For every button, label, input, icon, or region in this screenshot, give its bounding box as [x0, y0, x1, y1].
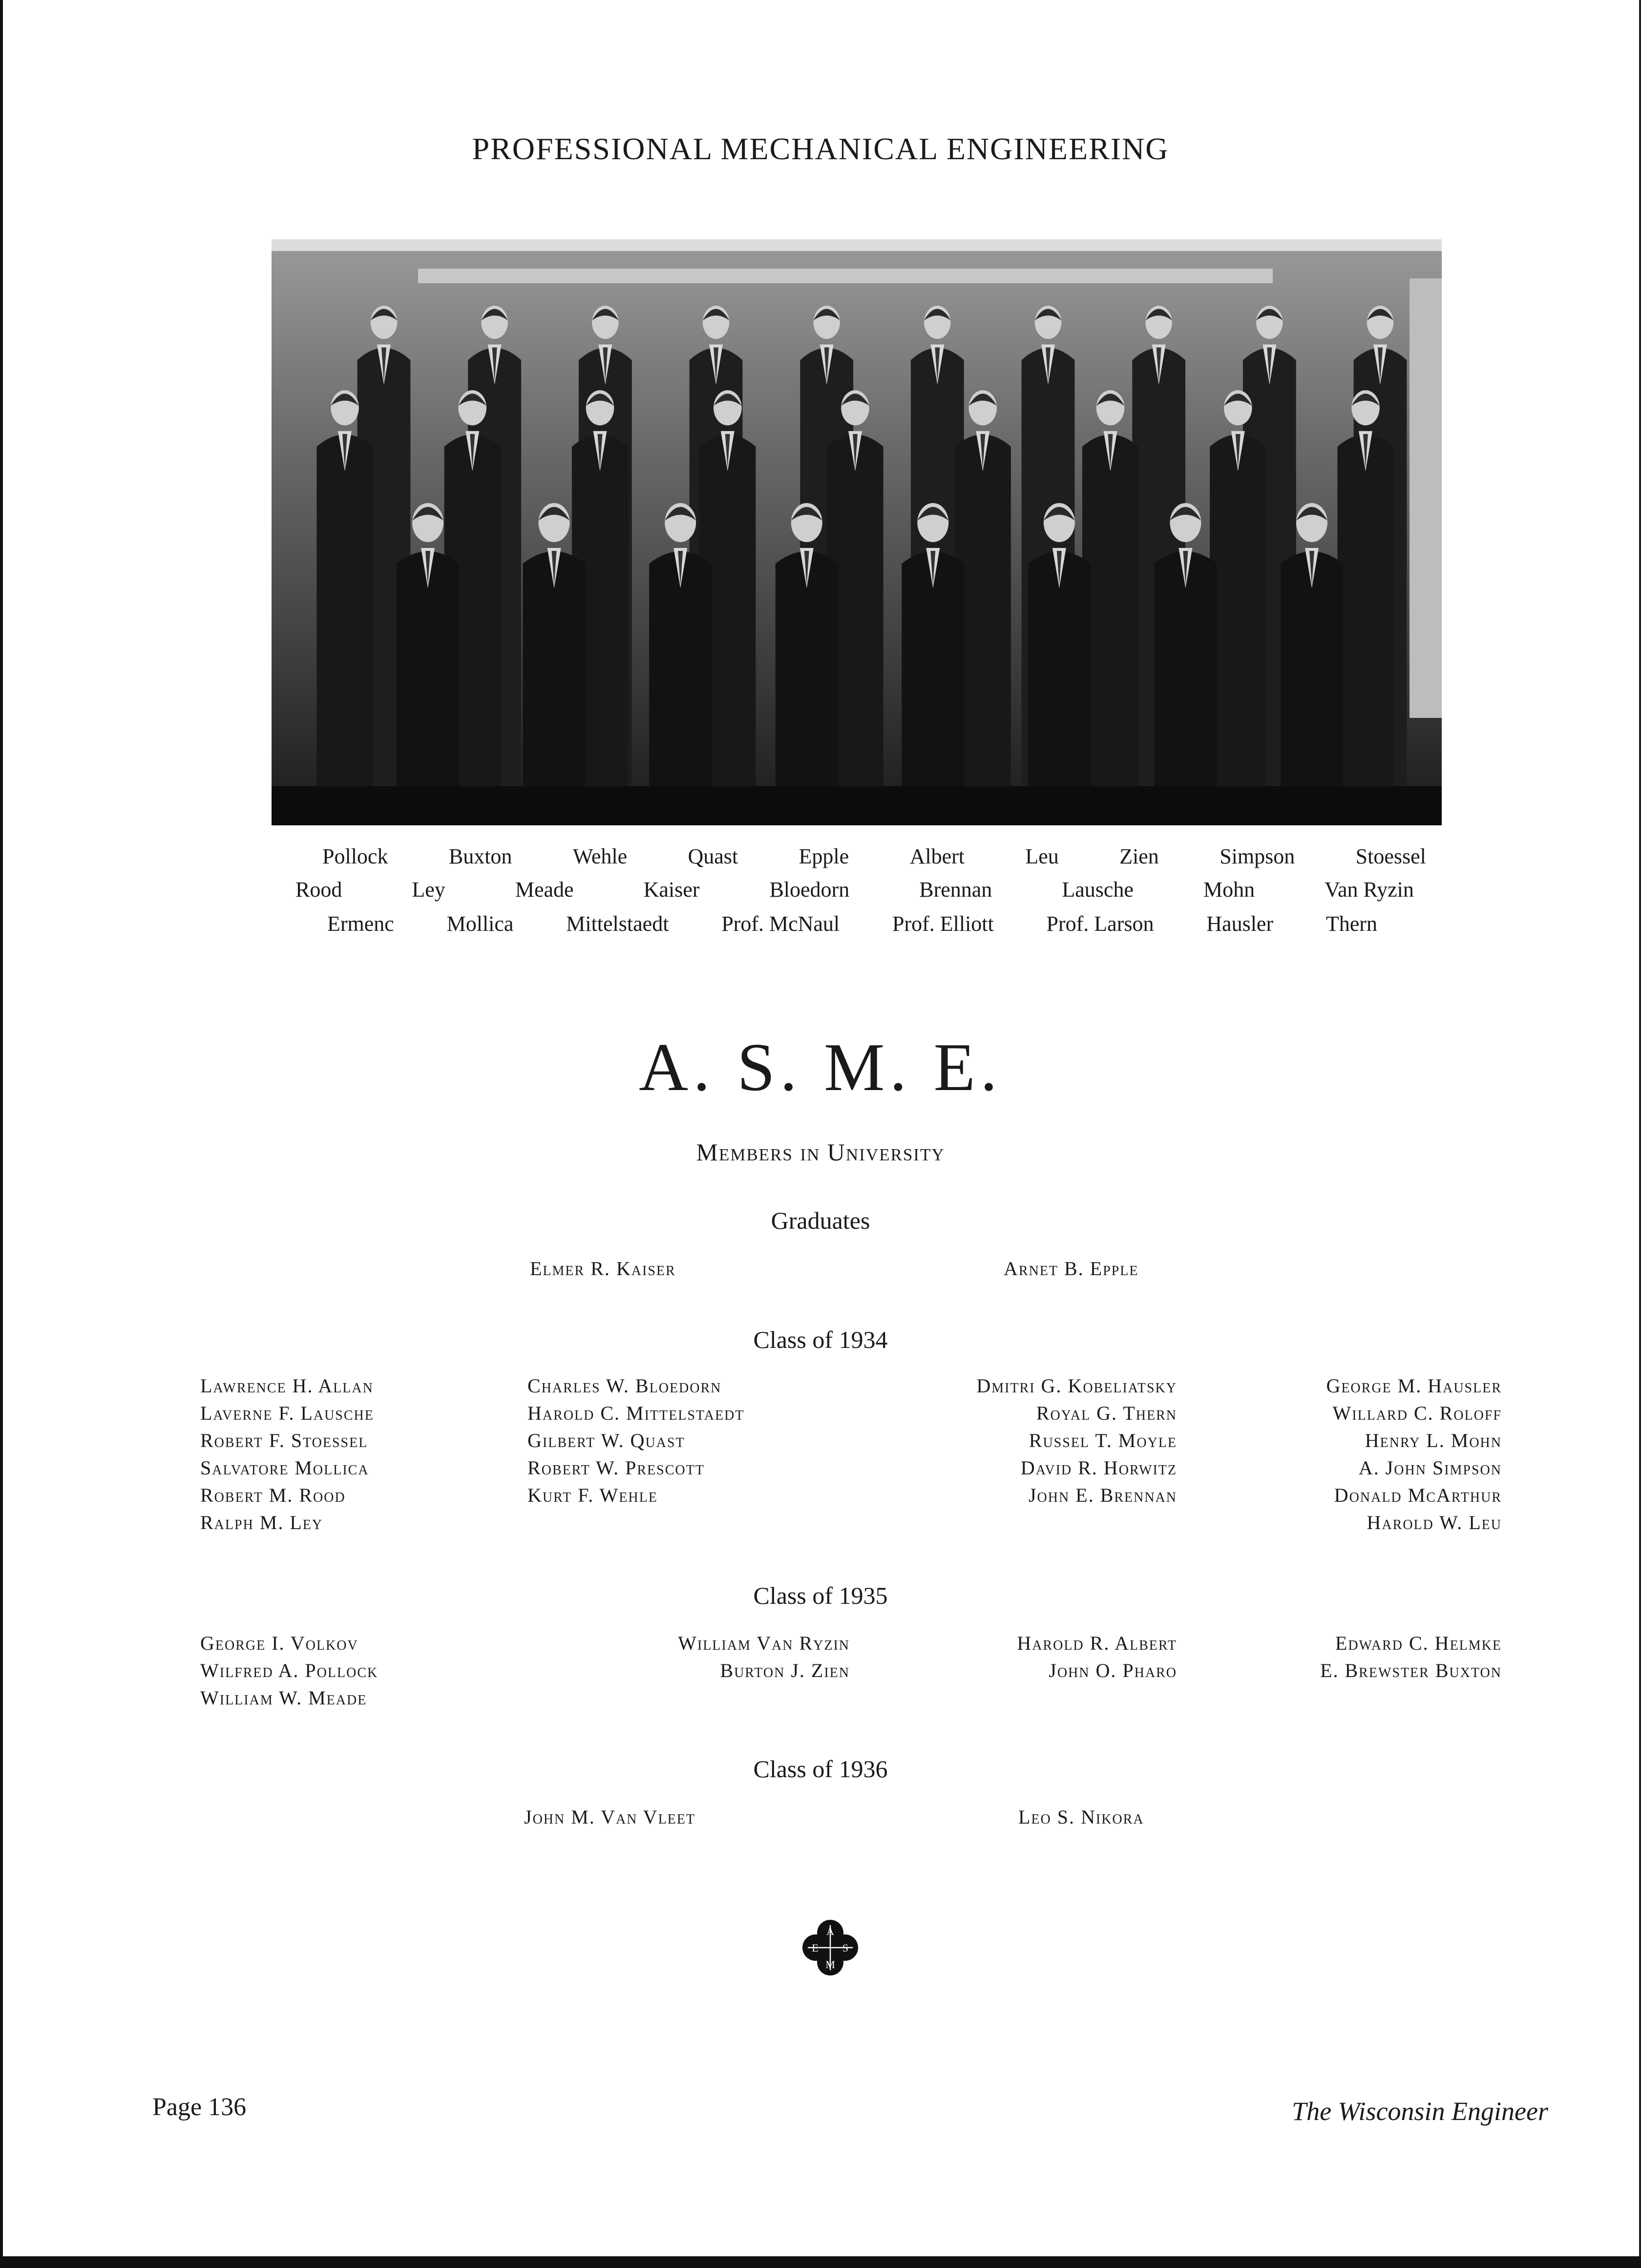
class-1934-column-3 — [830, 1372, 1177, 1509]
member-name: William Van Ryzin — [678, 1632, 850, 1654]
caption-name: Kaiser — [643, 878, 700, 902]
caption-name: Mohn — [1203, 878, 1255, 902]
member-name: Wilfred A. Pollock — [200, 1659, 379, 1681]
scan-edge-right — [1639, 0, 1641, 2268]
class-1935-column-4 — [1221, 1630, 1502, 1684]
person-figure — [1210, 390, 1266, 825]
emblem-letter-a: A — [826, 1925, 834, 1937]
caption-row-front — [327, 911, 1377, 941]
member-name: Russel T. Moyle — [1029, 1429, 1177, 1451]
member-name: David R. Horwitz — [1020, 1457, 1177, 1479]
member-name: Edward C. Helmke — [1335, 1632, 1502, 1654]
member-name: George M. Hausler — [1326, 1375, 1502, 1397]
caption-name: Mittelstaedt — [566, 912, 669, 936]
caption-row-middle — [295, 877, 1414, 906]
member-name: Gilbert W. Quast — [527, 1429, 685, 1451]
class-1935-column-3 — [928, 1630, 1177, 1684]
member-name: Henry L. Mohn — [1365, 1429, 1502, 1451]
caption-name: Rood — [295, 878, 342, 902]
member-name: Harold C. Mittelstaedt — [527, 1402, 745, 1424]
caption-name: Leu — [1025, 844, 1059, 868]
caption-name: Brennan — [919, 878, 992, 902]
scan-edge-bottom — [0, 2256, 1641, 2268]
member-name: John M. Van Vleet — [524, 1806, 695, 1828]
caption-name: Meade — [515, 878, 574, 902]
member-name: Dmitri G. Kobeliatsky — [976, 1375, 1177, 1397]
member-name: Ralph M. Ley — [200, 1512, 323, 1533]
emblem-letter-m: M — [825, 1958, 835, 1971]
publication-title: The Wisconsin Engineer — [1292, 2097, 1548, 2126]
member-name: Robert W. Prescott — [527, 1457, 705, 1479]
member-name: Lawrence H. Allan — [200, 1375, 374, 1397]
graduate-name: Elmer R. Kaiser — [530, 1258, 676, 1280]
class-1935-column-1 — [200, 1630, 378, 1712]
class-1934-column-1 — [200, 1372, 374, 1536]
emblem-letter-e: E — [812, 1942, 819, 1954]
caption-name: Lausche — [1062, 878, 1134, 902]
member-name: George I. Volkov — [200, 1632, 358, 1654]
person-figure — [316, 390, 373, 825]
class-1934-heading: Class of 1934 — [753, 1326, 888, 1353]
caption-name: Van Ryzin — [1325, 878, 1414, 902]
caption-row-back — [283, 844, 1426, 873]
graduates-heading: Graduates — [771, 1207, 870, 1234]
class-1935-column-2 — [576, 1630, 850, 1684]
asme-heading: A. S. M. E. — [639, 1029, 1002, 1105]
caption-name: Bloedorn — [769, 878, 850, 902]
caption-name: Stoessel — [1355, 844, 1426, 868]
scan-edge-left — [0, 0, 3, 2268]
member-name: Royal G. Thern — [1036, 1402, 1177, 1424]
class-1934-column-4 — [1221, 1372, 1502, 1536]
member-name: Robert M. Rood — [200, 1484, 346, 1506]
caption-name: Thern — [1325, 912, 1377, 936]
caption-name: Buxton — [448, 844, 512, 868]
caption-name: Prof. Larson — [1046, 912, 1154, 936]
member-name: William W. Meade — [200, 1687, 367, 1709]
member-name: Kurt F. Wehle — [527, 1484, 658, 1506]
member-name: Charles W. Bloedorn — [527, 1375, 722, 1397]
member-name: John O. Pharo — [1049, 1659, 1177, 1681]
member-name: Laverne F. Lausche — [200, 1402, 374, 1424]
caption-name: Mollica — [446, 912, 514, 936]
caption-name: Quast — [688, 844, 738, 868]
member-name: A. John Simpson — [1358, 1457, 1502, 1479]
caption-name: Prof. Elliott — [892, 912, 994, 936]
caption-name: Hausler — [1206, 912, 1274, 936]
member-name: Robert F. Stoessel — [200, 1429, 368, 1451]
caption-name: Epple — [799, 844, 849, 868]
group-photo-icon — [272, 239, 1442, 825]
member-name: Harold W. Leu — [1367, 1512, 1502, 1533]
four-leaf-clover-emblem-icon — [801, 1918, 860, 1977]
member-name: E. Brewster Buxton — [1320, 1659, 1502, 1681]
caption-name: Wehle — [572, 844, 628, 868]
caption-name: Ermenc — [327, 912, 394, 936]
class-1936-heading: Class of 1936 — [753, 1755, 888, 1783]
graduate-name: Arnet B. Epple — [1004, 1258, 1139, 1280]
group-photo — [272, 239, 1442, 825]
page-title: PROFESSIONAL MECHANICAL ENGINEERING — [472, 131, 1169, 166]
member-name: Burton J. Zien — [720, 1659, 850, 1681]
member-name: Salvatore Mollica — [200, 1457, 369, 1479]
person-figure — [1082, 390, 1138, 825]
member-name: Leo S. Nikora — [1018, 1806, 1144, 1828]
caption-name: Simpson — [1220, 844, 1295, 868]
emblem-letter-s: S — [842, 1942, 849, 1954]
caption-name: Prof. McNaul — [721, 912, 840, 936]
caption-name: Albert — [909, 844, 965, 868]
caption-name: Zien — [1119, 844, 1159, 868]
class-1934-column-2 — [527, 1372, 744, 1509]
members-heading: Members in University — [696, 1138, 945, 1166]
member-name: Willard C. Roloff — [1332, 1402, 1502, 1424]
member-name: John E. Brennan — [1028, 1484, 1177, 1506]
caption-name: Pollock — [322, 844, 388, 868]
caption-name: Ley — [412, 878, 445, 902]
member-name: Harold R. Albert — [1017, 1632, 1177, 1654]
member-name: Donald McArthur — [1334, 1484, 1502, 1506]
person-figure — [1337, 390, 1393, 825]
page-number: Page 136 — [152, 2093, 247, 2121]
class-1935-heading: Class of 1935 — [753, 1582, 888, 1609]
